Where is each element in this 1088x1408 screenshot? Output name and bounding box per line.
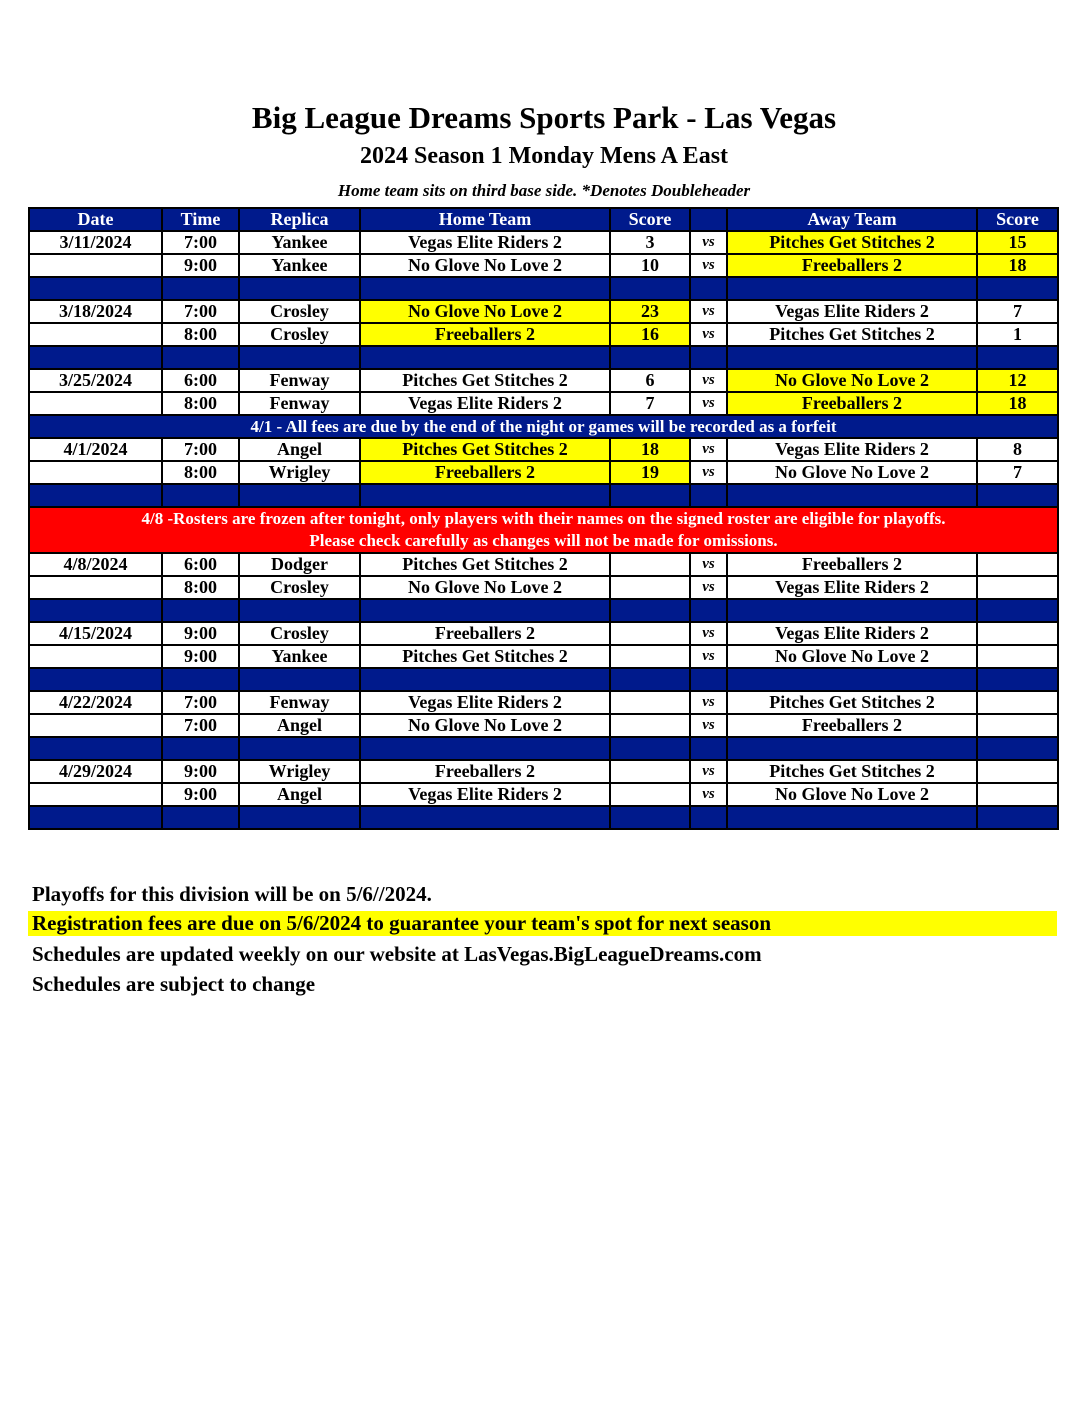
cell-away-team: Pitches Get Stitches 2	[727, 323, 977, 346]
schedule-body	[29, 231, 1058, 829]
cell-replica: Crosley	[239, 576, 360, 599]
separator-cell	[690, 277, 727, 300]
cell-away-team: Freeballers 2	[727, 714, 977, 737]
page-title: Big League Dreams Sports Park - Las Vegas	[251, 100, 837, 135]
separator-cell	[690, 484, 727, 507]
cell-away-score	[977, 783, 1058, 806]
cell-away-team: Vegas Elite Riders 2	[727, 576, 977, 599]
cell-replica: Fenway	[239, 369, 360, 392]
cell-away-team: Vegas Elite Riders 2	[727, 438, 977, 461]
cell-home-team: Freeballers 2	[360, 760, 610, 783]
separator-cell	[239, 484, 360, 507]
game-row	[29, 323, 1058, 346]
cell-home-team: Vegas Elite Riders 2	[360, 231, 610, 254]
cell-replica: Yankee	[239, 254, 360, 277]
separator-cell	[162, 806, 239, 829]
cell-away-score	[977, 714, 1058, 737]
separator-cell	[727, 277, 977, 300]
col-header-home-team: Home Team	[360, 208, 610, 231]
separator-cell	[239, 599, 360, 622]
separator-cell	[610, 668, 690, 691]
cell-away-score	[977, 553, 1058, 576]
cell-home-score: 6	[610, 369, 690, 392]
cell-time: 6:00	[162, 369, 239, 392]
cell-home-team: Pitches Get Stitches 2	[360, 645, 610, 668]
separator-cell	[977, 277, 1058, 300]
col-header-vs	[690, 208, 727, 231]
separator-cell	[239, 737, 360, 760]
separator-cell	[610, 346, 690, 369]
cell-vs: vs	[690, 438, 727, 461]
cell-home-score	[610, 714, 690, 737]
cell-time: 8:00	[162, 461, 239, 484]
separator-cell	[610, 806, 690, 829]
separator-cell	[727, 737, 977, 760]
separator-cell	[29, 806, 162, 829]
cell-away-score: 18	[977, 254, 1058, 277]
separator-cell	[977, 806, 1058, 829]
cell-vs: vs	[690, 254, 727, 277]
fees-notice-text: 4/1 - All fees are due by the end of the night or games will be recorded as a forfeit	[29, 415, 1058, 438]
cell-away-score	[977, 760, 1058, 783]
cell-home-team: Vegas Elite Riders 2	[360, 392, 610, 415]
table-header-row	[29, 208, 1058, 231]
cell-away-team: No Glove No Love 2	[727, 461, 977, 484]
cell-home-team: Freeballers 2	[360, 622, 610, 645]
roster-alert-row	[29, 507, 1058, 553]
cell-date: 4/8/2024	[29, 553, 162, 576]
cell-replica: Fenway	[239, 691, 360, 714]
separator-cell	[360, 806, 610, 829]
cell-replica: Crosley	[239, 622, 360, 645]
cell-time: 9:00	[162, 645, 239, 668]
cell-date: 3/18/2024	[29, 300, 162, 323]
cell-away-team: Freeballers 2	[727, 553, 977, 576]
separator-cell	[162, 668, 239, 691]
roster-alert-line2: Please check carefully as changes will not be made for omissions.	[309, 531, 778, 550]
separator-cell	[727, 806, 977, 829]
cell-time: 7:00	[162, 691, 239, 714]
separator-cell	[162, 346, 239, 369]
game-row	[29, 783, 1058, 806]
cell-home-team: No Glove No Love 2	[360, 714, 610, 737]
game-row	[29, 438, 1058, 461]
cell-home-score	[610, 622, 690, 645]
cell-home-score: 18	[610, 438, 690, 461]
game-row	[29, 691, 1058, 714]
separator-cell	[977, 737, 1058, 760]
registration-note: Registration fees are due on 5/6/2024 to guarantee your team's spot for next season	[28, 911, 1057, 936]
separator-cell	[610, 277, 690, 300]
cell-vs: vs	[690, 231, 727, 254]
cell-home-score	[610, 760, 690, 783]
cell-home-team: Pitches Get Stitches 2	[360, 369, 610, 392]
cell-away-score: 1	[977, 323, 1058, 346]
col-header-date: Date	[29, 208, 162, 231]
separator-cell	[360, 737, 610, 760]
separator-cell	[239, 277, 360, 300]
cell-home-score	[610, 783, 690, 806]
cell-home-score: 23	[610, 300, 690, 323]
game-row	[29, 254, 1058, 277]
cell-home-score	[610, 645, 690, 668]
cell-away-team: Pitches Get Stitches 2	[727, 231, 977, 254]
cell-date: 4/1/2024	[29, 438, 162, 461]
separator-cell	[239, 668, 360, 691]
cell-date: 4/29/2024	[29, 760, 162, 783]
playoffs-note: Playoffs for this division will be on 5/6//2024.	[32, 882, 432, 906]
cell-date	[29, 576, 162, 599]
cell-time: 8:00	[162, 323, 239, 346]
cell-vs: vs	[690, 576, 727, 599]
col-header-home-score: Score	[610, 208, 690, 231]
game-row	[29, 392, 1058, 415]
cell-replica: Crosley	[239, 323, 360, 346]
cell-away-team: Vegas Elite Riders 2	[727, 300, 977, 323]
separator-cell	[977, 484, 1058, 507]
separator-cell	[727, 484, 977, 507]
cell-away-score	[977, 622, 1058, 645]
separator-cell	[29, 346, 162, 369]
cell-time: 9:00	[162, 254, 239, 277]
cell-away-score	[977, 645, 1058, 668]
page-subtitle: 2024 Season 1 Monday Mens A East	[359, 143, 729, 169]
cell-replica: Wrigley	[239, 760, 360, 783]
cell-home-score: 16	[610, 323, 690, 346]
cell-home-score: 7	[610, 392, 690, 415]
fees-notice-row	[29, 415, 1058, 438]
separator-cell	[690, 668, 727, 691]
cell-home-team: No Glove No Love 2	[360, 576, 610, 599]
separator-cell	[610, 599, 690, 622]
cell-replica: Angel	[239, 783, 360, 806]
col-header-replica: Replica	[239, 208, 360, 231]
separator-cell	[162, 484, 239, 507]
cell-time: 7:00	[162, 300, 239, 323]
cell-vs: vs	[690, 645, 727, 668]
cell-vs: vs	[690, 783, 727, 806]
cell-away-team: Vegas Elite Riders 2	[727, 622, 977, 645]
cell-vs: vs	[690, 622, 727, 645]
cell-vs: vs	[690, 714, 727, 737]
week-separator-row	[29, 737, 1058, 760]
roster-alert-cell	[29, 507, 1058, 553]
cell-time: 7:00	[162, 231, 239, 254]
schedule-note: Home team sits on third base side. *Denotes Doubleheader	[337, 181, 751, 200]
week-separator-row	[29, 277, 1058, 300]
roster-alert-line1: 4/8 -Rosters are frozen after tonight, only players with their names on the signed roster are eligible for playoffs.	[141, 509, 946, 528]
cell-replica: Crosley	[239, 300, 360, 323]
cell-vs: vs	[690, 323, 727, 346]
cell-away-score: 7	[977, 300, 1058, 323]
cell-vs: vs	[690, 553, 727, 576]
cell-time: 6:00	[162, 553, 239, 576]
cell-date	[29, 783, 162, 806]
cell-replica: Angel	[239, 714, 360, 737]
cell-time: 8:00	[162, 392, 239, 415]
cell-date	[29, 714, 162, 737]
separator-cell	[360, 599, 610, 622]
col-header-away-score: Score	[977, 208, 1058, 231]
separator-cell	[360, 346, 610, 369]
cell-replica: Dodger	[239, 553, 360, 576]
cell-time: 8:00	[162, 576, 239, 599]
cell-away-score: 8	[977, 438, 1058, 461]
separator-cell	[727, 346, 977, 369]
game-row	[29, 231, 1058, 254]
cell-away-team: Pitches Get Stitches 2	[727, 691, 977, 714]
game-row	[29, 622, 1058, 645]
cell-date	[29, 645, 162, 668]
game-row	[29, 714, 1058, 737]
cell-date: 3/25/2024	[29, 369, 162, 392]
separator-cell	[690, 346, 727, 369]
cell-away-score	[977, 691, 1058, 714]
cell-time: 7:00	[162, 438, 239, 461]
separator-cell	[727, 599, 977, 622]
game-row	[29, 461, 1058, 484]
cell-away-team: No Glove No Love 2	[727, 369, 977, 392]
schedule-table	[28, 207, 1059, 830]
separator-cell	[29, 668, 162, 691]
cell-home-team: Vegas Elite Riders 2	[360, 691, 610, 714]
cell-date	[29, 392, 162, 415]
cell-time: 9:00	[162, 760, 239, 783]
cell-away-team: Freeballers 2	[727, 392, 977, 415]
separator-cell	[690, 599, 727, 622]
cell-home-team: Pitches Get Stitches 2	[360, 553, 610, 576]
cell-home-team: Pitches Get Stitches 2	[360, 438, 610, 461]
cell-home-score: 10	[610, 254, 690, 277]
cell-vs: vs	[690, 760, 727, 783]
cell-home-score	[610, 576, 690, 599]
separator-cell	[360, 277, 610, 300]
separator-cell	[690, 737, 727, 760]
cell-away-score: 18	[977, 392, 1058, 415]
cell-vs: vs	[690, 300, 727, 323]
game-row	[29, 645, 1058, 668]
cell-replica: Yankee	[239, 231, 360, 254]
separator-cell	[977, 668, 1058, 691]
separator-cell	[162, 599, 239, 622]
cell-time: 9:00	[162, 783, 239, 806]
cell-replica: Yankee	[239, 645, 360, 668]
separator-cell	[690, 806, 727, 829]
cell-replica: Angel	[239, 438, 360, 461]
subject-to-change-note: Schedules are subject to change	[32, 972, 316, 996]
cell-date: 4/15/2024	[29, 622, 162, 645]
week-separator-row	[29, 599, 1058, 622]
separator-cell	[239, 806, 360, 829]
cell-away-team: No Glove No Love 2	[727, 645, 977, 668]
cell-date	[29, 461, 162, 484]
cell-vs: vs	[690, 691, 727, 714]
separator-cell	[360, 668, 610, 691]
separator-cell	[727, 668, 977, 691]
separator-cell	[29, 599, 162, 622]
cell-away-score: 15	[977, 231, 1058, 254]
cell-away-score: 12	[977, 369, 1058, 392]
game-row	[29, 760, 1058, 783]
cell-away-team: Freeballers 2	[727, 254, 977, 277]
separator-cell	[610, 737, 690, 760]
col-header-away-team: Away Team	[727, 208, 977, 231]
cell-home-score: 3	[610, 231, 690, 254]
cell-home-team: No Glove No Love 2	[360, 300, 610, 323]
cell-home-score: 19	[610, 461, 690, 484]
week-separator-row	[29, 668, 1058, 691]
game-row	[29, 369, 1058, 392]
separator-cell	[977, 599, 1058, 622]
cell-home-score	[610, 691, 690, 714]
cell-vs: vs	[690, 392, 727, 415]
cell-home-team: Freeballers 2	[360, 461, 610, 484]
week-separator-row	[29, 484, 1058, 507]
cell-time: 9:00	[162, 622, 239, 645]
website-note: Schedules are updated weekly on our website at LasVegas.BigLeagueDreams.com	[32, 942, 762, 966]
game-row	[29, 553, 1058, 576]
separator-cell	[162, 737, 239, 760]
cell-away-score: 7	[977, 461, 1058, 484]
cell-home-team: Freeballers 2	[360, 323, 610, 346]
week-separator-row	[29, 346, 1058, 369]
separator-cell	[29, 277, 162, 300]
cell-vs: vs	[690, 369, 727, 392]
cell-replica: Fenway	[239, 392, 360, 415]
cell-away-team: No Glove No Love 2	[727, 783, 977, 806]
separator-cell	[360, 484, 610, 507]
separator-cell	[162, 277, 239, 300]
separator-cell	[610, 484, 690, 507]
cell-home-team: No Glove No Love 2	[360, 254, 610, 277]
cell-date	[29, 323, 162, 346]
cell-date: 4/22/2024	[29, 691, 162, 714]
cell-date: 3/11/2024	[29, 231, 162, 254]
cell-date	[29, 254, 162, 277]
cell-replica: Wrigley	[239, 461, 360, 484]
separator-cell	[977, 346, 1058, 369]
cell-away-score	[977, 576, 1058, 599]
cell-time: 7:00	[162, 714, 239, 737]
separator-cell	[29, 737, 162, 760]
cell-home-team: Vegas Elite Riders 2	[360, 783, 610, 806]
separator-cell	[239, 346, 360, 369]
cell-away-team: Pitches Get Stitches 2	[727, 760, 977, 783]
game-row	[29, 576, 1058, 599]
game-row	[29, 300, 1058, 323]
week-separator-row	[29, 806, 1058, 829]
cell-home-score	[610, 553, 690, 576]
cell-vs: vs	[690, 461, 727, 484]
col-header-time: Time	[162, 208, 239, 231]
separator-cell	[29, 484, 162, 507]
